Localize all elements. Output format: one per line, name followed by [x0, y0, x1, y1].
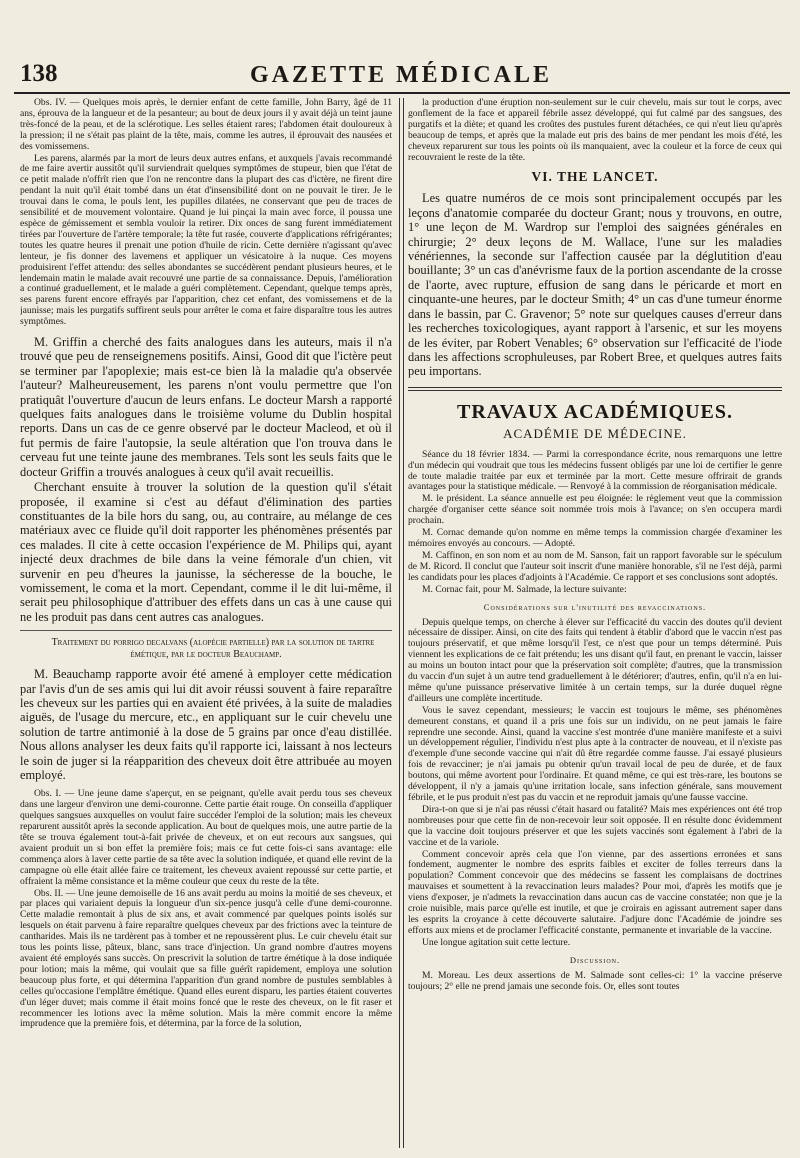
observation-1: Obs. I. — Une jeune dame s'aperçut, en se peignant, qu'elle avait perdu tous ses cheveux dans une largeur d'environ une demi-couronne. Cette partie était rouge. On conseilla d'appliquer quelques sangsues auxquelles on voulut faire succéder l'emploi de la solution; mais les cheveux reparurent aussitôt après la seconde application. Au bout de quelques mois, une autre partie de la tête se trouva également tout-à-fait privée de cheveux, et on eut recours aux sangsues, qui avaient produit un si bon effet la première fois; mais ce fut cette fois-ci sans avantage: elle commença alors à laver cette partie de sa tête avec la solution indiquée, et quand elle revint de la campagne où elle était allée faire ce traitement, les cheveux avaient repoussé sur cette partie, et offraient la même consistance et la même couleur que ceux du reste de la tête. — [20, 788, 392, 887]
considerations-heading: Considérations sur l'inutilité des revaccinations. — [483, 601, 707, 612]
cornac-paragraph-1: M. Cornac demande qu'on nomme en même temps la commission chargée d'examiner les mémoires envoyés au concours. — Adopté. — [408, 527, 782, 549]
dira-paragraph: Dira-t-on que si je n'ai pas réussi c'était hasard ou fatalité? Mais mes expériences ont été trop nombreuses pour que cette fin de non-recevoir leur soit opposée. Il en résulte donc évidemment que la vaccine doit toujours préserver et que les sujets vaccinés sont également à l'abri de la vaccine et de la variole. — [408, 803, 782, 848]
observation-2: Obs. II. — Une jeune demoiselle de 16 ans avait perdu au moins la moitié de ses cheveux, et par places qui variaient depuis la longueur d'un six-pence jusqu'à celle d'une demi-couronne. Cette maladie remontait à plus de six ans, et avait commencé par quelques points isolés sur lesquels on était parvenu à faire reparaître quelques cheveux par des frictions avec la teinture de cantharides. Mais ils ne tardèrent pas à tomber et ne repoussèrent plus. Le cuir chevelu était sur tous les points lisse, pâteux, blanc, sans trace d'injection. Un grand nombre d'autres moyens avaient été employés sans succès. On prescrivit la solution de tartre émétique à la dose indiquée pour lotion; mais la même, qui voulait que sa fille guérît rapidement, employa une solution beaucoup plus forte, et qui détermina l'apparition d'un grand nombre de pustules semblables à celles qu'occasione l'emplâtre émétique. Quand elles eurent disparu, les parties étaient couvertes d'un léger duvet; mais comme il était moins foncé que le reste des cheveux, on le fit raser et recommencer les lotions avec la même solution. Mais la mère commit encore la même imprudence que la première fois, et détermina, par la force de la solution, — [20, 887, 392, 1030]
section-divider — [408, 387, 782, 391]
lancet-heading: VI. THE LANCET. — [531, 169, 659, 185]
academie-title: ACADÉMIE DE MÉDECINE. — [503, 425, 687, 441]
cherchant-paragraph: Cherchant ensuite à trouver la solution de la question qu'il s'était proposée, il examine si c'est au défaut d'élimination des parties constituantes de la bile hors du sang, ou, au contraire, au mélange de ces matériaux avec ce fluide qu'il doit rapporter les phénomènes présentés par ces malades. Il cite à cette occasion l'expérience de M. Philips qui, ayant injecté deux drachmes de bile dans la veine fémorale d'un chien, vit survenir en peu d'heures la jaunisse, la sécheresse de la bouche, le vomissement, le coma et la mort. Cependant, comme il le dit lui-même, il serait peu philosophique d'attribuer des effets dans un cas à une cause qui ne les produit pas dans cent autres cas analogues. — [20, 480, 392, 624]
vous-paragraph: Vous le savez cependant, messieurs; le vaccin est toujours le même, ses phénomènes demeurent constans, et quand il a pris une fois sur un individu, on ne peut jamais le faire reprendre une seconde. Ainsi, quand la vaccine s'est montrée d'une manière manifeste et a suivi un développement régulier, l'individu n'est plus apte à la contracter de nouveau, et il n'existe pas d'exemple d'une seconde vaccine qui n'ait dû être regardée comme fausse. J'ai essayé plusieurs fois de revacciner; je n'ai jamais pu obtenir qu'un travail local de peu de durée, et de faux boutons, qui même avortent pour l'ordinaire. Et quand même, ce qui est très-rare, les boutons se développent, il n'y a jamais qu'une irritation locale, sans infection générale, sans mouvement fébrile, et le pus produit n'est pas du vaccin et ne reproduit jamais qu'une fausse vaccine. — [408, 704, 782, 803]
travaux-title: TRAVAUX ACADÉMIQUES. — [457, 400, 733, 423]
parents-paragraph: Les parens, alarmés par la mort de leurs deux autres enfans, et auxquels j'avais recommandé de me faire avertir aussitôt qu'il surviendrait quelques symptômes de stupeur, bien que l'état de ce petit malade n'offrît rien que l'on ne rencontre dans la plupart des cas d'ictère, ne firent dire pendant la nuit qu'il était tombé dans un état d'insensibilité dont on ne pouvait le tirer. Je le trouvai dans le coma, le pouls lent, les pupilles dilatées, ne conservant que peu de traces de sensibilité et de mouvement volontaire. Quand je lui pinçai la main avec force, il poussa une espèce de gémissement et sembla vouloir la retirer. Dix onces de sang furent immédiatement tirées par l'ouverture de l'artère temporale; la tête fut rasée, couverte d'applications réfrigérantes; toutes les quatre heures il prenait une potion d'huile de ricin. Cette dernière n'agissant qu'avec lenteur, je fis donner des lavemens et appliquer un vésicatoire à la nuque. Ces moyens produisirent l'effet attendu: des selles abondantes se succédèrent pendant plusieurs heures, et le lendemain matin le malade avait recouvré une partie de sa connaissance. Depuis, l'amélioration a continué graduellement, et le malade a guéri complètement. Cependant, quelque temps après, ses parens furent encore effrayés par l'apparition, chez cet enfant, des vomissemens et de la jaunisse; mais les purgatifs suffirent seuls pour arrêter le coma et faire disparaître tous les autres symptômes. — [20, 152, 392, 328]
page-header — [14, 58, 788, 92]
moreau-paragraph: M. Moreau. Les deux assertions de M. Salmade sont celles-ci: 1° la vaccine préserve toujours; 2° elle ne prend jamais une seconde fois. Or, elles sont toutes — [408, 969, 782, 992]
left-column — [20, 98, 392, 1153]
agitation-line: Une longue agitation suit cette lecture. — [422, 936, 571, 948]
caffinon-paragraph: M. Caffinon, en son nom et au nom de M. Sanson, fait un rapport favorable sur le spéculum de M. Ricord. Il conclut que l'auteur soit inscrit d'une manière honorable, s'il ne l'est déjà, parmi les candidats pour les places d'adjoints à l'Académie. Ce rapport et ses conclusions sont adoptés. — [408, 549, 782, 583]
depuis-paragraph: Depuis quelque temps, on cherche à élever sur l'efficacité du vaccin des doutes qu'il devient nécessaire de dissiper. Ainsi, on cite des faits qui tendent à établir d'abord que le vaccin n'est pas toujours préservatif, et que même lorsqu'il l'est, ce n'est que pour un temps déterminé. Puis viennent les explications de ce fait prétendu; les uns disant qu'il faut, en prenant le vaccin, laisser au moins un bouton intact pour que la préservation soit complète; d'autres, que la transmission du vaccin d'un sujet à un autre tend graduellement à le détériorer; d'autres, enfin, qu'il n'a en lui-même qu'une puissance préservative limitée à un certain temps, sur la durée duquel règne d'ailleurs une complète incertitude. — [408, 616, 782, 704]
comment-paragraph: Comment concevoir après cela que l'on vienne, par des assertions erronées et sans fondement, augmenter le nombre des esprits faibles et exciter de folles terreurs dans la population? Comment concevoir que des médecins se fassent les complaisans de doctrines mauvaises et soumettent à la revaccination leurs malades? Pour moi, d'après les motifs que je viens d'exposer, je n'admets la revaccination dans aucun cas de vaccine constatée; non que je la croie nuisible, mais parce qu'elle est inutile, et que je croirais en agissant autrement saper dans les esprits la croyance à cette découverte salutaire. J'adjure donc l'Académie de joindre ses efforts aux miens et de proclamer l'efficacité constante, permanente et invariable de la vaccine. — [408, 848, 782, 936]
journal-title: GAZETTE MÉDICALE — [249, 61, 553, 88]
header-rule — [14, 92, 790, 94]
continuation-paragraph: la production d'une éruption non-seulement sur le cuir chevelu, mais sur tout le corps, avec gonflement de la face et appareil fébrile assez développé, qui fut calmé par des sangsues, des purgatifs et la diète; et quand les croûtes des pustules furent détachées, ce qui n'eut lieu qu'après beaucoup de temps, et après que la malade eut pris des bains de mer pendant les mois d'été, les cheveux reparurent sur tous les points où ils manquaient, avec la couleur et la force de ceux qui recouvraient le reste de la tête. — [408, 98, 782, 163]
cornac-paragraph-2: M. Cornac fait, pour M. Salmade, la lecture suivante: — [422, 583, 627, 595]
traitement-heading: Traitement du porrigo decalvans (alopécie partielle) par la solution de tartre émétique, par le docteur Beauchamp. — [51, 637, 375, 661]
seance-paragraph: Séance du 18 février 1834. — Parmi la correspondance écrite, nous remarquons une lettre d'un médecin qui voudrait que tous les médecins fussent obligés par une loi de certifier le genre de toute maladie traitée par eux et terminée par la mort. Cette mesure offrirait de grands avantages pour la statistique médicale. — Renvoyé à la commission de réorganisation médicale. — [408, 448, 782, 493]
right-column — [408, 98, 782, 1153]
beauchamp-paragraph: M. Beauchamp rapporte avoir été amené à employer cette médication par l'avis d'un de ses amis qui lui dit avoir réussi souvent à faire reparaître les cheveux sur les parties qui en avaient été privées, à la suite de maladies aiguës, de l'usage du mercure, etc., en appliquant sur le cuir chevelu une solution de tartre antimonié à la dose de 5 grains par once d'eau distillée. Nous allons analyser les deux faits qu'il rapporte ici, laissant à nos lecteurs le soin de juger si la réapparition des cheveux doit être attribuée au moyen employé. — [20, 667, 392, 782]
lancet-paragraph: Les quatre numéros de ce mois sont principalement occupés par les leçons d'anatomie comparée du docteur Grant; nous y trouvons, en outre, 1° une leçon de M. Wardrop sur l'emploi des saignées générales en chirurgie; 2° deux leçons de M. Wallace, l'une sur les maladies vénériennes, la seconde sur l'affection causée par la déglutition d'eau bouillante; 3° un cas d'anévrisme faux de la portion ascendante de la crosse de l'aorte, avec rupture, effusion de sang dans le péricarde et mort en cinquante-une heures, par le docteur Smith; 4° un cas d'une tumeur énorme dans le bassin, par C. Gravenor; 5° note sur quelques causes d'erreur dans les recherches toxicologiques, ayant rapport à l'arsenic, et sur les moyens de les éviter, par Robert Venables; 6° observation sur l'efficacité de l'iode dans les affections scrophuleuses, par Robert Bree, et quelques autres faits peu importans. — [408, 191, 782, 379]
column-divider — [399, 98, 404, 1148]
griffin-paragraph: M. Griffin a cherché des faits analogues dans les auteurs, mais il n'a trouvé que peu de renseignemens positifs. Ainsi, Good dit que l'ictère peut se terminer par l'apoplexie; mais est-ce bien là la maladie qu'a observée l'auteur? Malheureusement, les parens n'ont voulu permettre que l'on pratiquât l'ouverture d'aucun de leurs enfans. Le docteur Marsh a rapporté quelques faits analogues dans le troisième volume du Dublin hospital reports. Dans un cas de ce genre observé par le docteur Macleod, et où il fut permis de faire l'autopsie, la seule altération que l'on trouva dans le cerveau fut une teinte jaune des membranes. Tels sont les seuls faits que le docteur Griffin a trouvés analogues à ceux qu'il avait recueillis. — [20, 335, 392, 479]
page-number: 138 — [20, 60, 58, 87]
president-paragraph: M. le président. La séance annuelle est peu éloignée: le règlement veut que la commission chargée d'organiser cette séance soit nommée trois mois à l'avance; on s'en occupera mardi prochain. — [408, 493, 782, 527]
section-rule — [20, 630, 392, 631]
observation-4: Obs. IV. — Quelques mois après, le dernier enfant de cette famille, John Barry, âgé de 11 ans, éprouva de la langueur et de la pesanteur; au bout de deux jours il y avait déjà un teint jaune très-foncé de la peau, et de la sclérotique. Les selles étaient rares; l'abdomen était douloureux à la pression; il ne s'était pas plaint de la tête, mais, comme les autres, il éprouvait des nausées et des vomissemens. — [20, 98, 392, 152]
discussion-heading: Discussion. — [569, 954, 621, 965]
